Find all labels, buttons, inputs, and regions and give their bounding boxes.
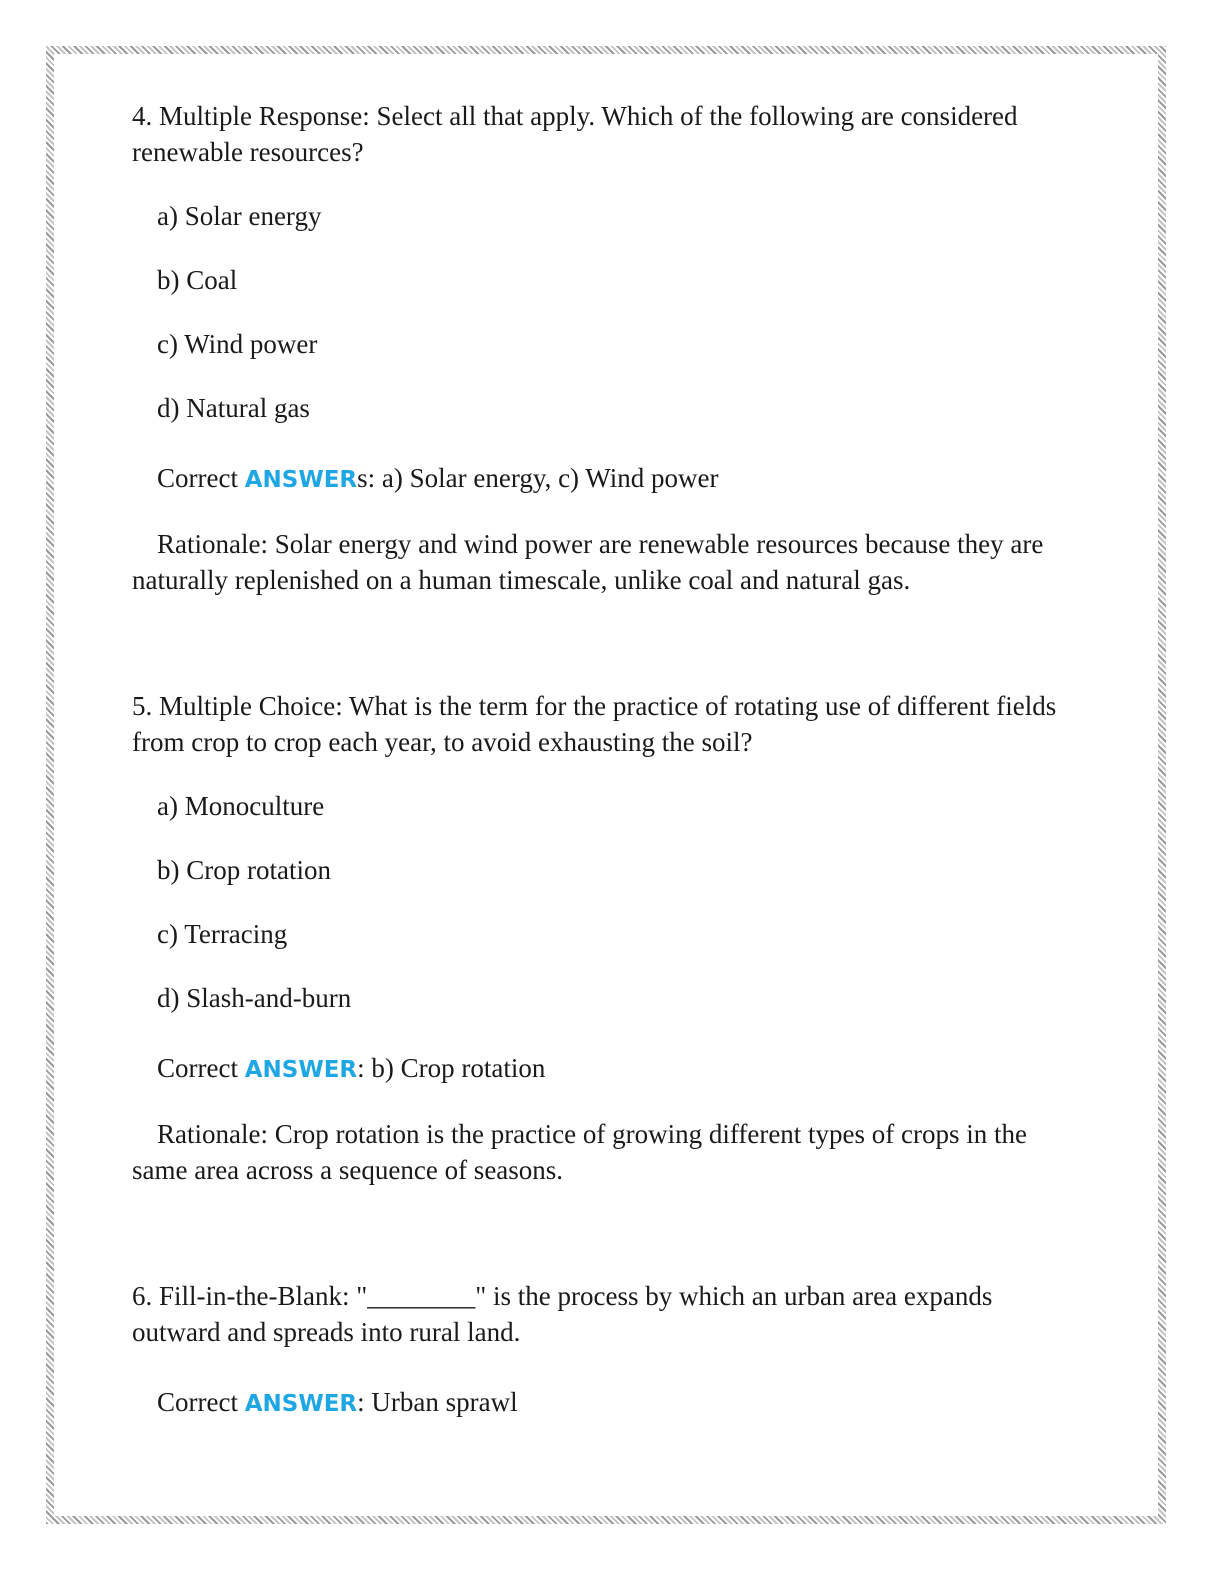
question-5-option-d: d) Slash-and-burn	[157, 983, 352, 1013]
question-6-answer	[132, 1384, 1082, 1422]
answer-keyword: ANSWER	[244, 1391, 358, 1417]
question-4-option-d: d) Natural gas	[157, 393, 310, 423]
answer-prefix: Correct	[157, 1387, 245, 1417]
question-6	[132, 1278, 1082, 1422]
question-4-option-b: b) Coal	[157, 265, 238, 295]
document-content	[132, 98, 1082, 1422]
answer-value: : Urban sprawl	[357, 1387, 518, 1417]
answer-value: s: a) Solar energy, c) Wind power	[357, 463, 719, 493]
question-6-prompt: 6. Fill-in-the-Blank: "________" is the process by which an urban area expands outward and spreads into rural land.	[132, 1281, 993, 1347]
answer-keyword: ANSWER	[244, 1057, 358, 1083]
question-5-option-b: b) Crop rotation	[157, 855, 331, 885]
question-4-option-c: c) Wind power	[157, 329, 318, 359]
question-5-answer	[132, 1050, 1082, 1088]
question-4-rationale: Rationale: Solar energy and wind power are renewable resources because they are naturally replenished on a human timescale, unlike coal and natural gas.	[132, 529, 1044, 595]
question-5-prompt: 5. Multiple Choice: What is the term for the practice of rotating use of different fields from crop to crop each year, to avoid exhausting the soil?	[132, 691, 1057, 757]
question-4-option-a: a) Solar energy	[157, 201, 322, 231]
question-5-option-c: c) Terracing	[157, 919, 288, 949]
question-5-option-a: a) Monoculture	[157, 791, 325, 821]
question-5	[132, 688, 1082, 1188]
question-5-rationale: Rationale: Crop rotation is the practice of growing different types of crops in the same area across a sequence of seasons.	[132, 1119, 1028, 1185]
question-4	[132, 98, 1082, 598]
answer-value: : b) Crop rotation	[357, 1053, 546, 1083]
answer-keyword: ANSWER	[244, 467, 358, 493]
answer-prefix: Correct	[157, 1053, 245, 1083]
question-4-prompt: 4. Multiple Response: Select all that apply. Which of the following are considered renewable resources?	[132, 101, 1018, 167]
question-4-answer	[132, 460, 1082, 498]
answer-prefix: Correct	[157, 463, 245, 493]
